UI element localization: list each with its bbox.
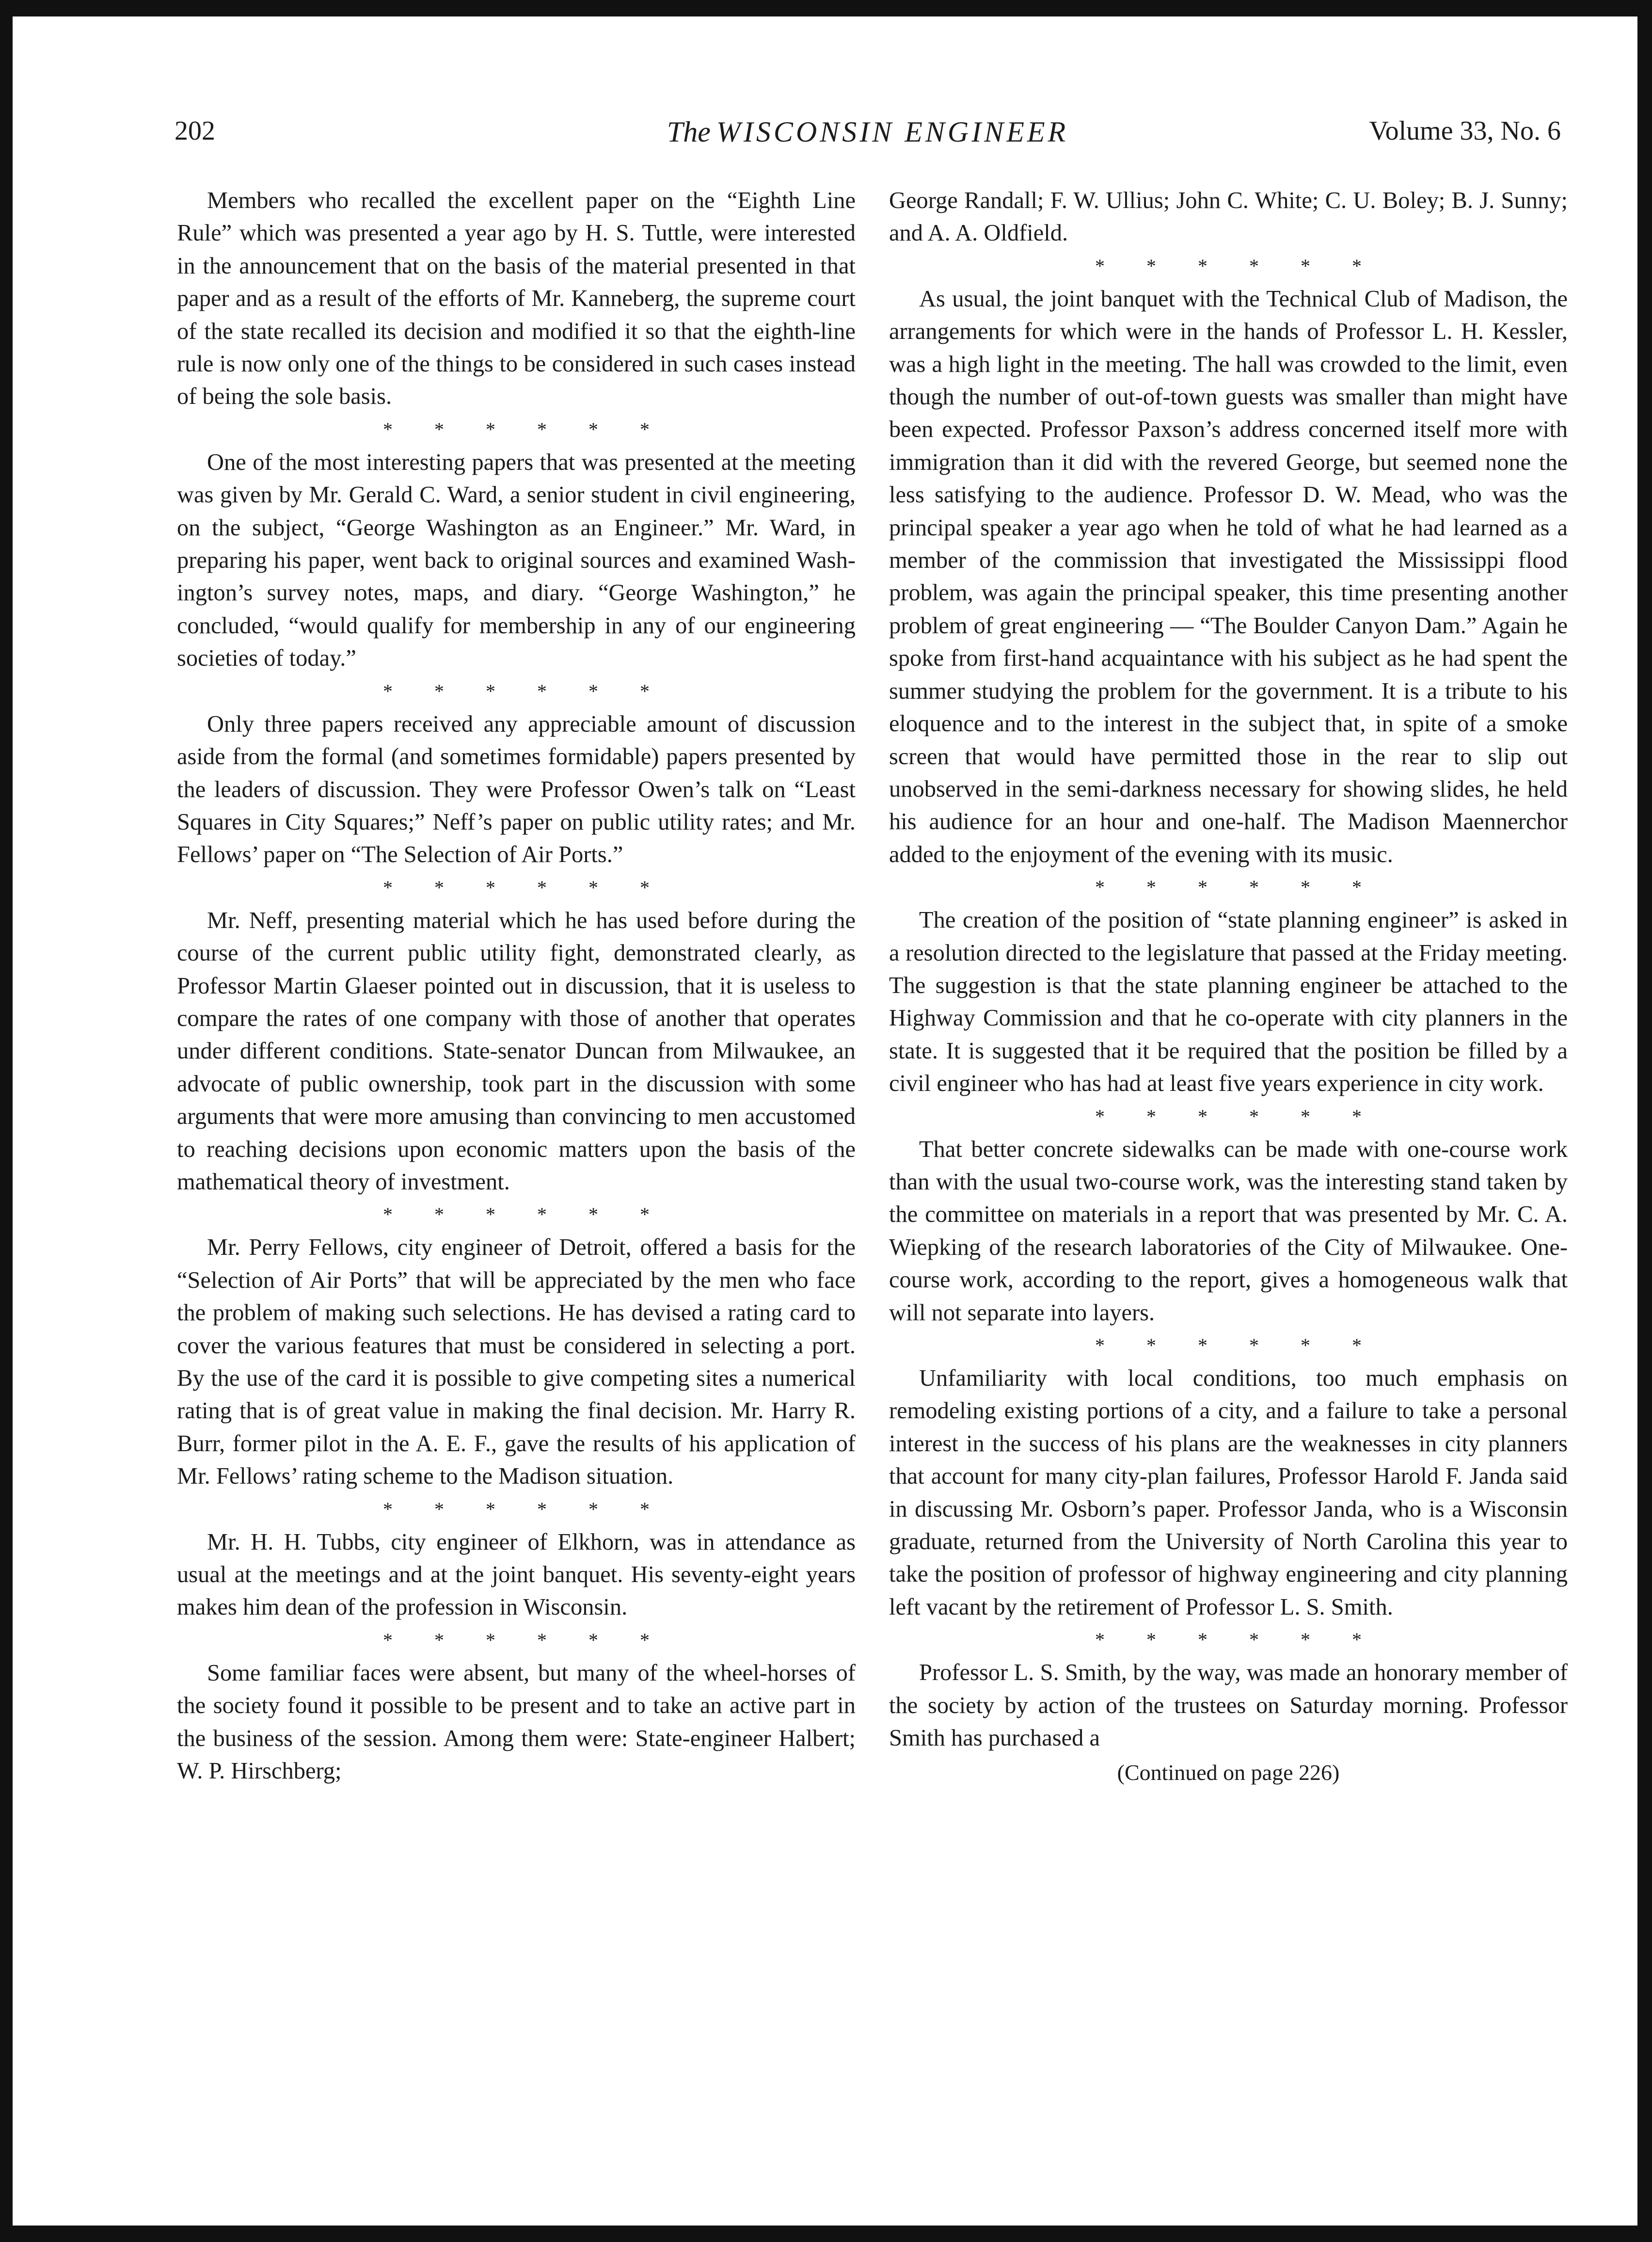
section-separator: * * * * * * [1095,876,1380,898]
paragraph-joint-banquet: As usual, the joint banquet with the Technical Club of Madison, the arrangements for which were in the hands of Professor L. H. Kessler, was a high light in the meeting. The hall was crowded to the limit, even though the number of out-of-town guests was smaller than might have been expected. Professor Paxson’s address concerned itself more with immigration than it did with the revered George, but seemed none the less satisfying to the audience. Professor D. W. Mead, who was the principal speaker a year ago when he told of what he had learned as a member of the commission that investigated the Mississippi flood problem, was again the principal speaker, this time presenting another problem of great engineering — “The Boulder Canyon Dam.” Again he spoke from first-hand acquaintance with his subject as he had spent the summer studying the problem for the government. It is a tribute to his eloquence and to the interest in the subject that, in spite of a smoke screen that would have permitted those in the rear to slip out unobserved in the semi-darkness necessary for showing slides, he held his audience for an hour and one-half. The Madison Maennerchor added to the enjoyment of the evening with its music. [889,286,1568,867]
paragraph-washington-engineer: One of the most interesting papers that was presented at the meeting was given by Mr. Gerald C. Ward, a senior student in civil engineering, on the subject, “George Washington as an Engineer.” Mr. Ward, in preparing his paper, went back to original sources and examined Washington’s survey notes, maps, and diary. “George Washington,” he concluded, “would qualify for membership in any of our engineering societies of today.” [177,449,856,672]
paragraph-tubbs-elkhorn: Mr. H. H. Tubbs, city engineer of Elkhorn, was in attendance as usual at the meetings and at the joint banquet. His seventy-eight years makes him dean of the profession in Wisconsin. [177,1529,856,1620]
section-separator: * * * * * * [1095,1105,1380,1127]
page-number: 202 [175,116,215,146]
journal-title [175,115,1561,149]
scan-border-left [0,0,13,2242]
right-column [889,184,1568,1789]
left-column [177,184,856,1787]
section-separator: * * * * * * [1095,255,1380,277]
paragraph-state-planning-engineer: The creation of the position of “state planning engineer” is asked in a resolution directed to the legislature that passed at the Friday meeting. The suggestion is that the state planning engineer be attached to the Highway Commission and that he co-operate with city planners in the state. It is suggested that it be required that the position be filled by a civil engineer who has had at least five years experience in city work. [889,907,1568,1097]
section-separator: * * * * * * [383,418,668,440]
section-separator: * * * * * * [383,1498,668,1520]
section-separator: * * * * * * [1095,1334,1380,1356]
section-separator: * * * * * * [383,1629,668,1651]
volume-issue: Volume 33, No. 6 [1369,116,1561,146]
paragraph-attendees: Some familiar faces were absent, but many of the wheel-horses of the society found it possible to be present and to take an active part in the business of the session. Among them were: State-engineer Halbert; W. P. Hirschberg; [177,1660,856,1784]
paragraph-smith-honorary: Professor L. S. Smith, by the way, was made an honorary member of the society by action of the trustees on Saturday morning. Professor Smith has purchased a [889,1660,1568,1751]
paragraph-concrete-sidewalks: That better concrete sidewalks can be made with one-course work than with the usual two-course work, was the interesting stand taken by the committee on materials in a report that was presented by Mr. C. A. Wiepking of the research laboratories of the City of Milwaukee. One-course work, according to the report, gives a homogeneous walk that will not separate into layers. [889,1136,1568,1326]
paragraph-discussed-papers: Only three papers received any appreciable amount of discussion aside from the formal (and sometimes formidable) papers presented by the leaders of discussion. They were Professor Owen’s talk on “Least Squares in City Squares;” Neff’s paper on public utility rates; and Mr. Fellows’ paper on “The Selection of Air Ports.” [177,711,856,868]
scan-border-right [1637,0,1652,2242]
paragraph-eighth-line-rule: Members who recalled the excellent paper on the “Eighth Line Rule” which was presented a year ago by H. S. Tuttle, were interested in the announcement that on the basis of the material presented in that paper and as a result of the efforts of Mr. Kanneberg, the supreme court of the state recalled its decision and modified it so that the eighth-line rule is now only one of the things to be considered in such cases instead of being the sole basis. [177,188,856,410]
page-header [175,115,1561,154]
section-separator: * * * * * * [383,680,668,702]
section-separator: * * * * * * [383,876,668,898]
section-separator: * * * * * * [1095,1629,1380,1651]
scan-border-bottom [0,2226,1652,2242]
scan-border-top [0,0,1652,16]
section-separator: * * * * * * [383,1203,668,1226]
paragraph-neff-utility-rates: Mr. Neff, presenting material which he has used before during the course of the current public utility fight, demonstrated clearly, as Professor Martin Glaeser pointed out in discussion, that it is useless to compare the rates of one company with those of another that operates under different conditions. State-senator Duncan from Milwaukee, an advocate of public ownership, took part in the discussion with some arguments that were more amusing than convincing to men accustomed to reaching decisions upon economic matters upon the basis of the mathematical theory of investment. [177,907,856,1195]
continued-note: (Continued on page 226) [1117,1760,1340,1785]
journal-title-prefix: The [667,116,711,148]
paragraph-fellows-air-ports: Mr. Perry Fellows, city engineer of Detroit, offered a basis for the “Selection of Air Ports” that will be appreciated by the men who face the problem of making such selections. He has devised a rating card to cover the various features that must be considered in selecting a port. By the use of the card it is possible to give competing sites a numerical rating that is of great value in making the final decision. Mr. Harry R. Burr, former pilot in the A. E. F., gave the results of his application of Mr. Fellows’ rating scheme to the Madison situation. [177,1234,856,1489]
paragraph-attendees-continued: George Randall; F. W. Ullius; John C. White; C. U. Boley; B. J. Sunny; and A. A. Oldfield. [889,188,1568,246]
journal-title-name: WISCONSIN ENGINEER [716,116,1069,148]
paragraph-city-planners: Unfamiliarity with local conditions, too much emphasis on remodeling existing portions of a city, and a failure to take a personal interest in the success of his plans are the weaknesses in city planners that account for many city-plan failures, Professor Harold F. Janda said in discussing Mr. Osborn’s paper. Professor Janda, who is a Wisconsin graduate, returned from the University of North Carolina this year to take the position of professor of highway engineering and city planning left vacant by the retirement of Professor L. S. Smith. [889,1365,1568,1620]
